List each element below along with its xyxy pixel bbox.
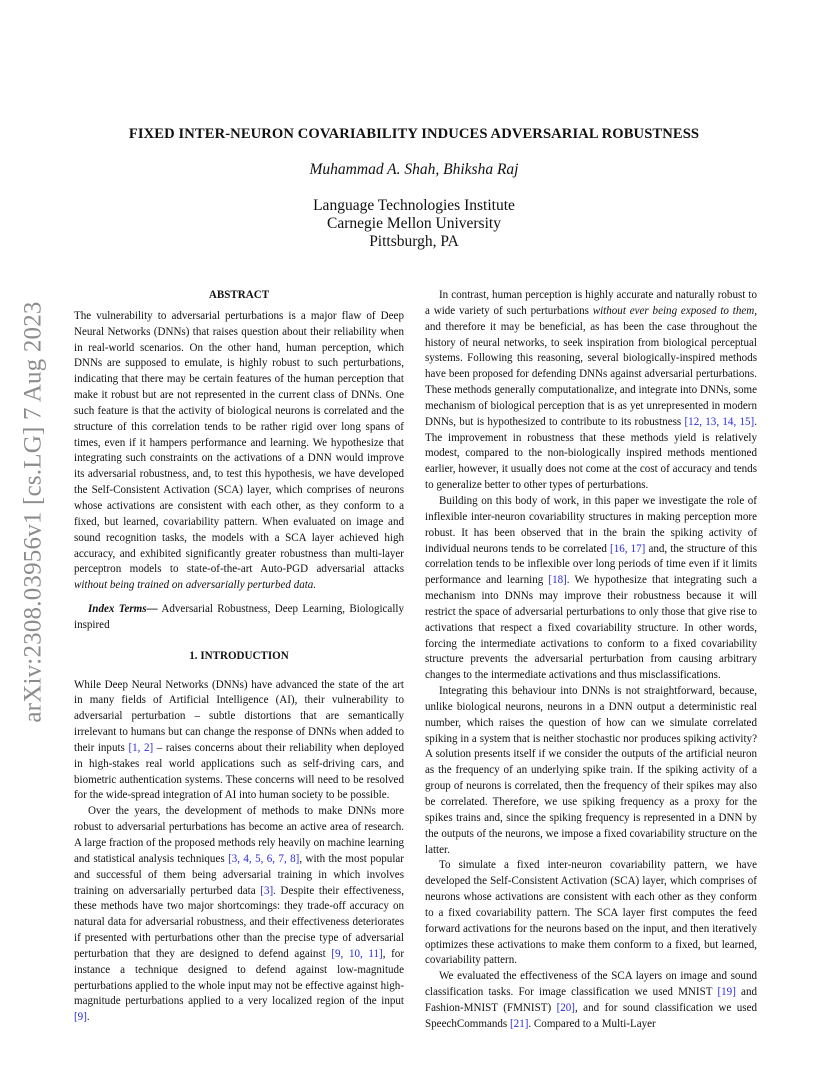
affiliation-university: Carnegie Mellon University xyxy=(327,215,501,232)
citation-link[interactable]: [21] xyxy=(510,1017,529,1030)
right-paragraph-4: To simulate a fixed inter-neuron covariability pattern, we have developed the Self-Consistent Activation (SCA) layer, which comprises of neurons whose activations are consistent with each other as they conform to a fixed covariability pattern. The SCA layer first computes the feed forward activations for the neurons based on the input, and then iteratively optimizes these activations to make them conform to a fixed, but learned, covariability pattern. xyxy=(425,859,757,967)
right-paragraph-3: Integrating this behaviour into DNNs is not straightforward, because, unlike biological neurons, neurons in a DNN output a deterministic real number, which raises the question of how can we simulate correlated spiking in a system that is neither stochastic nor produces spiking activity? A solution presents itself if we consider the outputs of the artificial neuron as the frequency of an underlying spike train. If the spiking activity of a group of neurons is correlated, then the frequency of their spikes may also be correlated. Therefore, we use spiking frequency as a proxy for the spikes trains and, since the spiking frequency is represented in a DNN by the outputs of the neurons, we impose a fixed covariability structure on the latter. xyxy=(425,685,757,856)
citation-link[interactable]: [9, 10, 11] xyxy=(331,947,383,960)
right-paragraph-5: We evaluated the effectiveness of the SCA layers on image and sound classification tasks. For image classification we used MNIST [19] and Fashion-MNIST (FMNIST) [20], and for sound classification we used SpeechCommands [21]. Compared to a Multi-Layer xyxy=(425,970,757,1030)
affiliation xyxy=(60,197,768,251)
citation-link[interactable]: [20] xyxy=(556,1001,575,1014)
index-terms-label: Index Terms— xyxy=(88,603,158,616)
citation-link[interactable]: [12, 13, 14, 15] xyxy=(684,415,755,428)
paper-title: FIXED INTER-NEURON COVARIABILITY INDUCES ADVERSARIAL ROBUSTNESS xyxy=(128,126,700,142)
abstract-text: The vulnerability to adversarial perturbations is a major flaw of Deep Neural Networks (DNNs) that raises question about their reliability when in real-world scenarios. On the other hand, human perception, which DNNs are supposed to emulate, is highly robust to such perturbations, indicating that there may be certain features of the human perception that make it robust but are not represented in the current class of DNNs. One such feature is that the activity of biological neurons is correlated and the structure of this correlation tends to be rather rigid over long spans of times, even if it hampers performance and learning. We hypothesize that integrating such constraints on the activations of a DNN would improve its adversarial robustness, and, to test this hypothesis, we have developed the Self-Consistent Activation (SCA) layer, which comprises of neurons whose activations are consistent with each other, as they conform to a fixed, but learned, covariability pattern. When evaluated on image and sound recognition tasks, the models with a SCA layer achieved high accuracy, and exhibited significantly greater robustness than multi-layer perceptron models to state-of-the-art Auto-PGD adversarial attacks without being trained on adversarially perturbed data. xyxy=(74,309,404,592)
intro-paragraph-1: While Deep Neural Networks (DNNs) have advanced the state of the art in many fields of Artificial Intelligence (AI), their vulnerability to adversarial perturbation – subtle distortions that are semantically irrelevant to humans but can change the response of DNNs when added to their inputs [1, 2] – raises concerns about their reliability when deployed in high-stakes real world applications such as self-driving cars, and biometric authentication systems. These concerns will need to be resolved for the wide-spread integration of AI into human society to be possible. xyxy=(74,678,404,802)
right-paragraph-2: Building on this body of work, in this paper we investigate the role of inflexible inter-neuron covariability structures in making perception more robust. It has been observed that in the brain the spiking activity of individual neurons tends to be correlated [16, 17] and, the structure of this correlation tends to be inflexible over long periods of time even if it limits performance and learning [18]. We hypothesize that integrating such a mechanism into DNNs may improve their robustness because it will restrict the space of adversarial perturbations to only those that give rise to activations that respect a fixed covariability structure. In other words, forcing the intermediate activations to conform to a fixed covariability structure prevents the adversarial perturbation from causing arbitrary changes to the intermediate activations and thus misclassifications. xyxy=(425,494,757,682)
right-column xyxy=(425,288,757,1033)
section-heading-introduction: 1. INTRODUCTION xyxy=(189,649,289,662)
abstract-heading: ABSTRACT xyxy=(208,289,270,301)
citation-link[interactable]: [18] xyxy=(548,574,567,587)
citation-link[interactable]: [3] xyxy=(260,884,274,897)
paper-authors: Muhammad A. Shah, Bhiksha Raj xyxy=(309,161,519,178)
affiliation-location: Pittsburgh, PA xyxy=(369,233,459,250)
citation-link[interactable]: [9] xyxy=(74,1011,87,1024)
arxiv-sidebar xyxy=(20,287,48,737)
affiliation-institute: Language Technologies Institute xyxy=(313,197,515,214)
left-column xyxy=(74,288,404,1026)
citation-link[interactable]: [19] xyxy=(717,986,736,999)
intro-paragraph-2: Over the years, the development of methods to make DNNs more robust to adversarial perturbations has become an active area of research. A large fraction of the proposed methods rely heavily on machine learning and statistical analysis techniques [3, 4, 5, 6, 7, 8], with the most popular and successful of them being adversarial training in which involves training on adversarially perturbed data [3]. Despite their effectiveness, these methods have two major shortcomings: they trade-off accuracy on natural data for adversarial robustness, and their effectiveness deteriorates if presented with perturbations other than the precise type of adversarial perturbation that they are designed to defend against [9, 10, 11], for instance a technique designed to defend against low-magnitude perturbations applied to the whole input may not be effective against high-magnitude perturbations applied to a very localized region of the input [9]. xyxy=(74,805,404,1024)
right-paragraph-1: In contrast, human perception is highly accurate and naturally robust to a wide variety of such perturbations without ever being exposed to them, and therefore it may be beneficial, as has been the case throughout the history of neural networks, to seek inspiration from biological perceptual systems. Following this reasoning, several biologically-inspired methods have been proposed for defending DNNs against adversarial perturbations. These methods generally computationalize, and integrate into DNNs, some mechanism of biological perception that is as yet unrepresented in modern DNNs, but is hypothesized to contribute to its robustness [12, 13, 14, 15]. The improvement in robustness that these methods yield is relatively modest, compared to the non-biologically inspired methods mentioned earlier, however, it usually does not come at the cost of accuracy and tends to generalize better to other types of perturbations. xyxy=(425,289,757,492)
citation-link[interactable]: [3, 4, 5, 6, 7, 8] xyxy=(228,852,300,865)
citation-link[interactable]: [1, 2] xyxy=(128,741,154,754)
citation-link[interactable]: [16, 17] xyxy=(610,542,646,555)
arxiv-identifier: arXiv:2308.03956v1 [cs.LG] 7 Aug 2023 xyxy=(20,301,47,723)
index-terms: Index Terms— Adversarial Robustness, Deep Learning, Biologically inspired xyxy=(74,603,404,631)
